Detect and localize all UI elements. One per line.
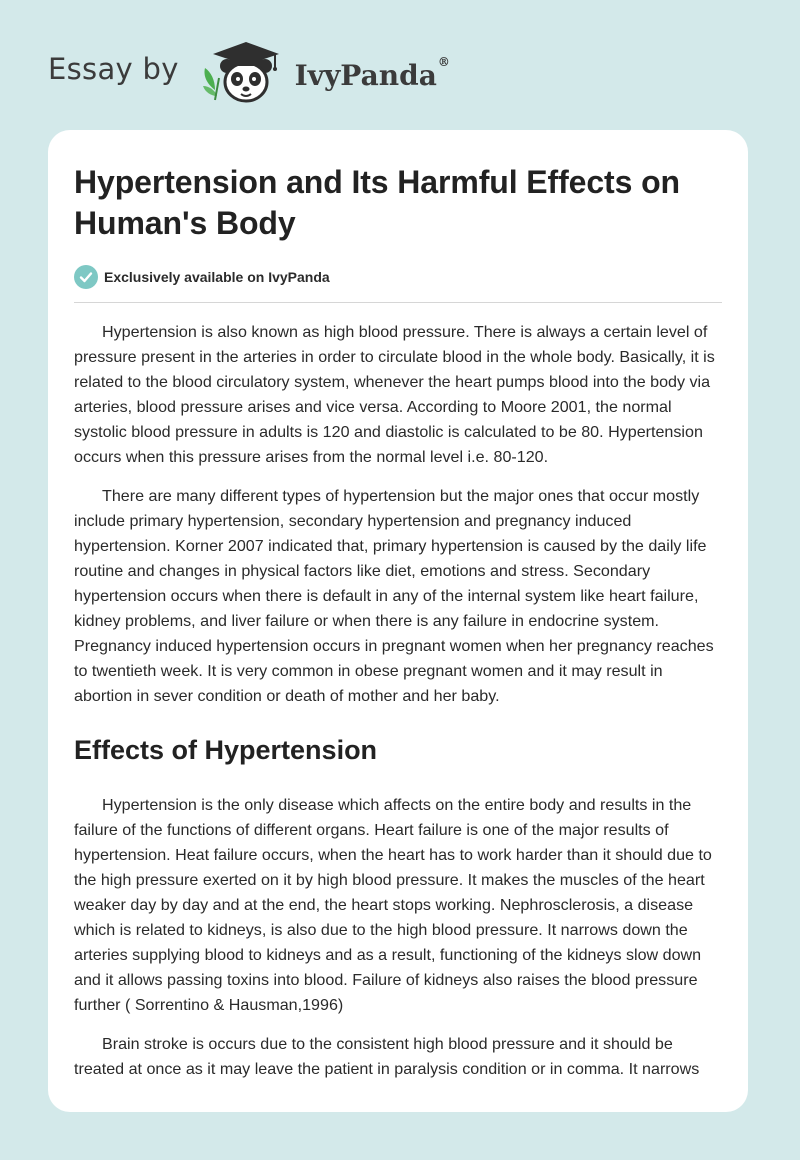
section-heading: Effects of Hypertension	[74, 735, 378, 765]
brand-text: IvyPanda	[294, 58, 437, 92]
registered-mark: ®	[437, 54, 450, 69]
title-divider	[74, 302, 722, 303]
paragraph: Hypertension is the only disease which affects on the entire body and results in the failure of the functions of different organs. Heart failure is one of the major results of hypertension. Heat failure occurs, when the heart has to work harder than it should due to the high pressure exerted on it by high blood pressure. It makes the muscles of the heart weaker day by day and at the end, the heart stops working. Nephrosclerosis, a disease which is related to kidneys, is also due to the high blood pressure. It narrows down the arteries supplying blood to kidneys and as a result, functioning of the kidneys slow down and it allows passing toxins into blood. Failure of kidneys also raises the blood pressure further ( Sorrentino & Hausman,1996)	[74, 796, 712, 1014]
brand-name[interactable]	[294, 54, 450, 92]
paragraph: There are many different types of hypertension but the major ones that occur mostly include primary hypertension, secondary hypertension and pregnancy induced hypertension. Korner 2007 indicated that, primary hypertension is caused by the daily life routine and changes in physical factors like diet, emotions and stress. Secondary hypertension occurs when there is default in any of the internal system like heart failure, kidney problems, and liver failure or when there is any failure in endocrine system. Pregnancy induced hypertension occurs in pregnant women when her pregnancy reaches to twentieth week. It is very common in obese pregnant women and it may result in abortion in sever condition or death of mother and her baby.	[74, 487, 714, 705]
essay-by-label: Essay by	[48, 52, 179, 86]
essay-card	[48, 130, 748, 1112]
site-header	[48, 38, 450, 108]
paragraph: Brain stroke is occurs due to the consistent high blood pressure and it should be treated at once as it may leave the patient in paralysis condition or in comma. It narrows	[74, 1035, 700, 1078]
essay-body	[74, 320, 722, 1082]
paragraph: Hypertension is also known as high blood pressure. There is always a certain level of pressure present in the arteries in order to circulate blood in the whole body. Basically, it is related to the blood circulatory system, whenever the heart pumps blood into the body via arteries, blood pressure arises and vice versa. According to Moore 2001, the normal systolic blood pressure in adults is 120 and diastolic is calculated to be 80. Hypertension occurs when this pressure arises from the normal level i.e. 80-120.	[74, 323, 715, 466]
exclusive-badge-label: Exclusively available on IvyPanda	[104, 269, 330, 285]
check-circle-icon	[74, 265, 98, 289]
exclusive-badge	[74, 264, 722, 290]
panda-graduate-icon[interactable]	[193, 38, 293, 108]
essay-title: Hypertension and Its Harmful Effects on Human's Body	[74, 164, 680, 241]
